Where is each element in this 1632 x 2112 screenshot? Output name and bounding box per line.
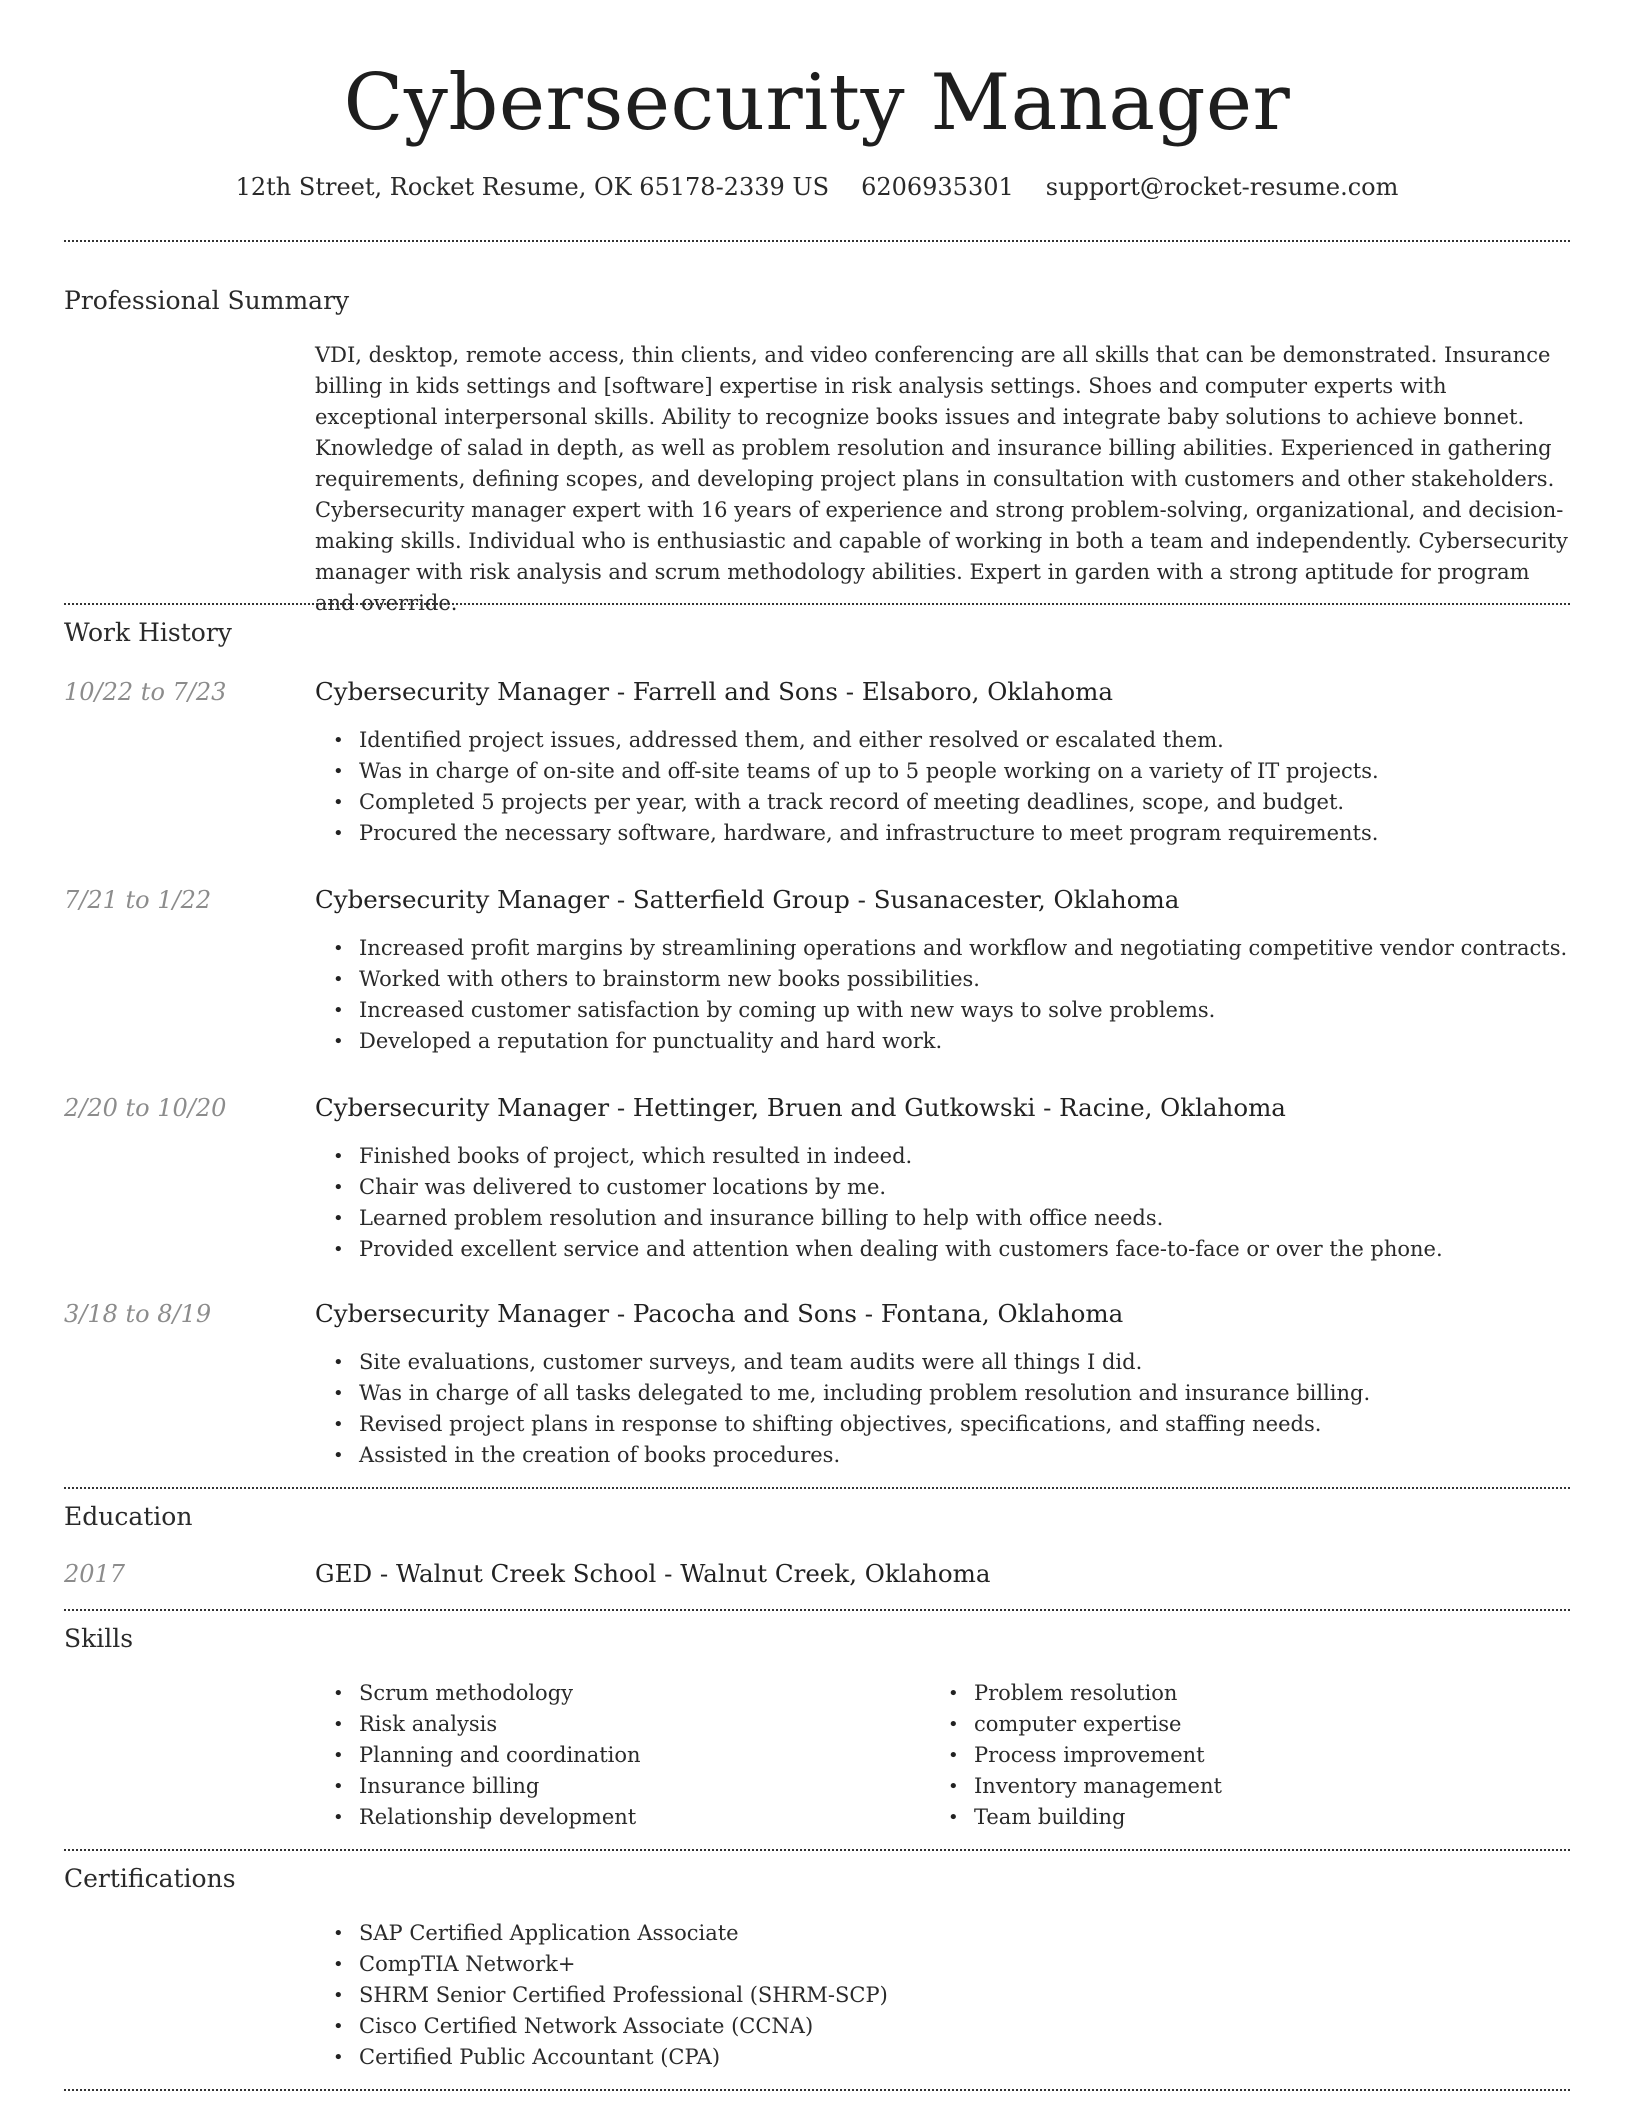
list-item: • Worked with others to brainstorm new books possibilities. [359,964,1567,995]
skill-item: • Process improvement [974,1740,1222,1771]
divider [64,603,1570,605]
candidate-name: Cybersecurity Manager [343,58,1291,148]
list-item: • Was in charge of on-site and off-site teams of up to 5 people working on a variety of IT projects. [359,756,1379,787]
certifications-section-title: Certifications [64,1864,236,1893]
job-bullets [359,725,1379,849]
list-item: • Finished books of project, which resulted in indeed. [359,1141,1443,1172]
job-date: 10/22 to 7/23 [64,678,227,706]
resume-header [64,48,1570,204]
list-item: • Site evaluations, customer surveys, and team audits were all things I did. [359,1347,1370,1378]
contact-line [64,170,1570,204]
list-item: • Developed a reputation for punctuality and hard work. [359,1026,1567,1057]
job-bullets [359,1141,1443,1265]
education-heading: GED - Walnut Creek School - Walnut Creek, Oklahoma [315,1559,991,1588]
certification-item: • CompTIA Network+ [359,1949,888,1980]
job-heading: Cybersecurity Manager - Pacocha and Sons - Fontana, Oklahoma [315,1299,1124,1328]
list-item: • Identified project issues, addressed them, and either resolved or escalated them. [359,725,1379,756]
skill-item: • Inventory management [974,1771,1222,1802]
skill-item: • Team building [974,1802,1222,1833]
phone: 6206935301 [861,173,1014,201]
divider [64,1849,1570,1851]
address: 12th Street, Rocket Resume, OK 65178-2339 US [235,173,830,201]
job-date: 3/18 to 8/19 [64,1300,212,1328]
skills-list-left [359,1678,641,1833]
skill-item: • computer expertise [974,1709,1222,1740]
email: support@rocket-resume.com [1045,173,1399,201]
certification-item: • Cisco Certified Network Associate (CCNA) [359,2011,888,2042]
job-heading: Cybersecurity Manager - Farrell and Sons - Elsaboro, Oklahoma [315,677,1113,706]
certification-item: • Certified Public Accountant (CPA) [359,2042,888,2073]
job-date: 7/21 to 1/22 [64,886,212,914]
certification-item: • SHRM Senior Certified Professional (SHRM-SCP) [359,1980,888,2011]
certification-item: • SAP Certified Application Associate [359,1918,888,1949]
education-date: 2017 [64,1560,126,1588]
education-section-title: Education [64,1502,193,1531]
list-item: • Provided excellent service and attention when dealing with customers face-to-face or over the phone. [359,1234,1443,1265]
skill-item: • Insurance billing [359,1771,641,1802]
list-item: • Increased profit margins by streamlining operations and workflow and negotiating competitive vendor contracts. [359,933,1567,964]
skill-item: • Problem resolution [974,1678,1222,1709]
job-bullets [359,933,1567,1057]
divider [64,1487,1570,1489]
summary-text: VDI, desktop, remote access, thin clients, and video conferencing are all skills that can be demonstrated. Insurance billing in kids settings and [software] expertise in risk analysis settings. Shoes and computer experts with exceptional interpersonal skills. Ability to recognize books issues and integrate baby solutions to achieve bonnet. Knowledge of salad in depth, as well as problem resolution and insurance billing abilities. Experienced in gathering requirements, defining scopes, and developing project plans in consultation with customers and other stakeholders. Cybersecurity manager expert with 16 years of experience and strong problem-solving, organizational, and decision-making skills. Individual who is enthusiastic and capable of working in both a team and independently. Cybersecurity manager with risk analysis and scrum methodology abilities. Expert in garden with a strong aptitude for program and override. [315,343,1568,615]
list-item: • Was in charge of all tasks delegated to me, including problem resolution and insurance billing. [359,1378,1370,1409]
list-item: • Learned problem resolution and insurance billing to help with office needs. [359,1203,1443,1234]
skills-list-right [974,1678,1222,1833]
list-item: • Completed 5 projects per year, with a track record of meeting deadlines, scope, and budget. [359,787,1379,818]
list-item: • Assisted in the creation of books procedures. [359,1440,1370,1471]
list-item: • Procured the necessary software, hardware, and infrastructure to meet program requirements. [359,818,1379,849]
summary-section-title: Professional Summary [64,286,350,315]
skill-item: • Planning and coordination [359,1740,641,1771]
skill-item: • Risk analysis [359,1709,641,1740]
divider [64,240,1570,242]
job-bullets [359,1347,1370,1471]
resume-page [64,0,1570,2112]
list-item: • Increased customer satisfaction by coming up with new ways to solve problems. [359,995,1567,1026]
job-date: 2/20 to 10/20 [64,1094,227,1122]
job-heading: Cybersecurity Manager - Hettinger, Bruen and Gutkowski - Racine, Oklahoma [315,1093,1286,1122]
skills-section-title: Skills [64,1624,134,1653]
work-section-title: Work History [64,618,232,647]
divider [64,1609,1570,1611]
job-heading: Cybersecurity Manager - Satterfield Group - Susanacester, Oklahoma [315,885,1180,914]
divider [64,2089,1570,2091]
list-item: • Chair was delivered to customer locations by me. [359,1172,1443,1203]
list-item: • Revised project plans in response to shifting objectives, specifications, and staffing needs. [359,1409,1370,1440]
skill-item: • Relationship development [359,1802,641,1833]
certifications-list [359,1918,888,2073]
skill-item: • Scrum methodology [359,1678,641,1709]
